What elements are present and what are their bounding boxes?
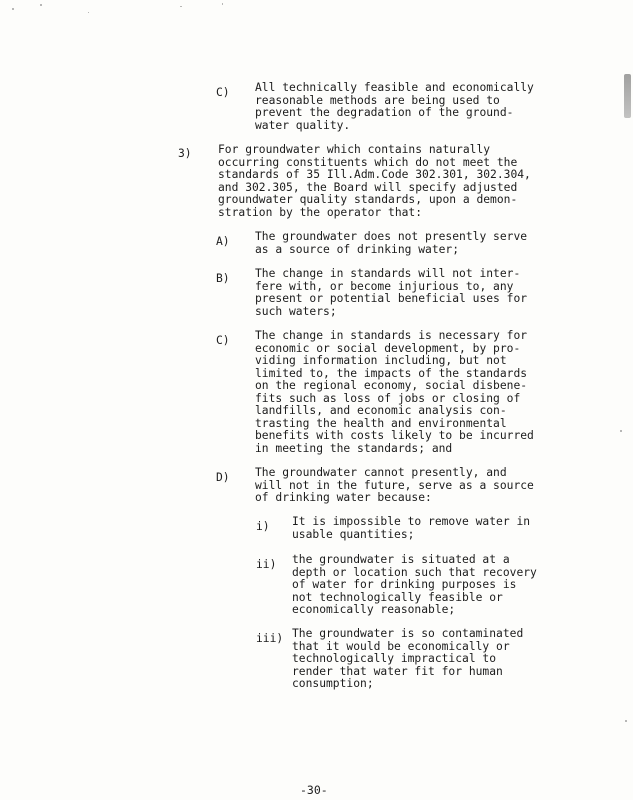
text-line: consumption; (292, 677, 374, 690)
text-line: The groundwater is so contaminated (292, 627, 524, 640)
text-line: present or potential beneficial uses for (255, 292, 528, 305)
item-label: A) (216, 235, 230, 248)
scan-speck (12, 8, 14, 10)
text-line: benefits with costs likely to be incurred (255, 429, 534, 442)
text-line: The groundwater does not presently serve (255, 230, 528, 243)
text-line: stration by the operator that: (218, 205, 423, 219)
text-line: that it would be economically or (292, 639, 510, 653)
text-line: in meeting the standards; and (255, 441, 453, 455)
item-text (255, 82, 534, 132)
scan-speck (620, 430, 622, 432)
text-line: and 302.305, the Board will specify adjusted (218, 180, 518, 194)
scan-speck (625, 720, 627, 722)
item-text (292, 554, 537, 617)
item-text (255, 330, 534, 455)
text-line: reasonable methods are being used to (255, 93, 500, 107)
item-text (255, 268, 527, 318)
text-line: The groundwater cannot presently, and (255, 466, 507, 479)
item-label: C) (216, 86, 230, 99)
text-line: The change in standards will not inter- (255, 267, 521, 280)
scan-speck (40, 4, 42, 6)
text-line: depth or location such that recovery (292, 565, 537, 579)
scan-speck (88, 12, 89, 13)
text-line: economically reasonable; (292, 603, 456, 616)
text-line: groundwater quality standards, upon a demon- (218, 193, 518, 206)
text-line: All technically feasible and economically (255, 81, 534, 94)
item-text (255, 231, 527, 256)
text-line: of water for drinking purposes is (292, 578, 517, 591)
scan-edge-mark (624, 74, 631, 118)
text-line: It is impossible to remove water in (292, 515, 531, 528)
item-label: B) (216, 272, 230, 285)
item-label: ii) (256, 558, 277, 571)
text-line: not technologically feasible or (292, 590, 503, 604)
item-label: i) (256, 520, 270, 533)
text-line: will not in the future, serve as a source (255, 478, 534, 492)
text-line: the groundwater is situated at a (292, 553, 510, 566)
item-label: iii) (256, 632, 284, 645)
text-line: standards of 35 Ill.Adm.Code 302.301, 302.304, (218, 168, 531, 181)
page-number: -30- (300, 783, 328, 797)
item-label: D) (216, 471, 230, 484)
text-line: For groundwater which contains naturally (218, 143, 491, 156)
text-line: usable quantities; (292, 527, 415, 541)
text-line: render that water fit for human (292, 664, 503, 678)
item-label: C) (216, 334, 230, 347)
item-text (292, 628, 523, 691)
item-text (292, 516, 530, 541)
item-label: 3) (178, 147, 192, 160)
text-line: such waters; (255, 304, 337, 318)
text-line: limited to, the impacts of the standards (255, 366, 528, 380)
scan-speck (180, 6, 182, 7)
text-line: economic or social development, by pro- (255, 341, 521, 355)
text-line: landfills, and economic analysis con- (255, 404, 507, 417)
text-line: water quality. (255, 118, 351, 132)
text-line: on the regional economy, social disbene- (255, 379, 528, 392)
item-text (218, 144, 531, 219)
text-line: trasting the health and environmental (255, 416, 507, 430)
text-line: technologically impractical to (292, 652, 497, 665)
text-line: fits such as loss of jobs or closing of (255, 391, 521, 405)
text-line: fere with, or become injurious to, any (255, 279, 514, 293)
text-line: of drinking water because: (255, 491, 432, 504)
text-line: occurring constituents which do not meet the (218, 155, 518, 169)
item-text (255, 467, 534, 505)
text-line: prevent the degradation of the ground- (255, 106, 514, 119)
text-line: The change in standards is necessary for (255, 329, 528, 342)
scan-speck (222, 3, 223, 5)
text-line: viding information including, but not (255, 354, 507, 367)
text-line: as a source of drinking water; (255, 242, 460, 256)
